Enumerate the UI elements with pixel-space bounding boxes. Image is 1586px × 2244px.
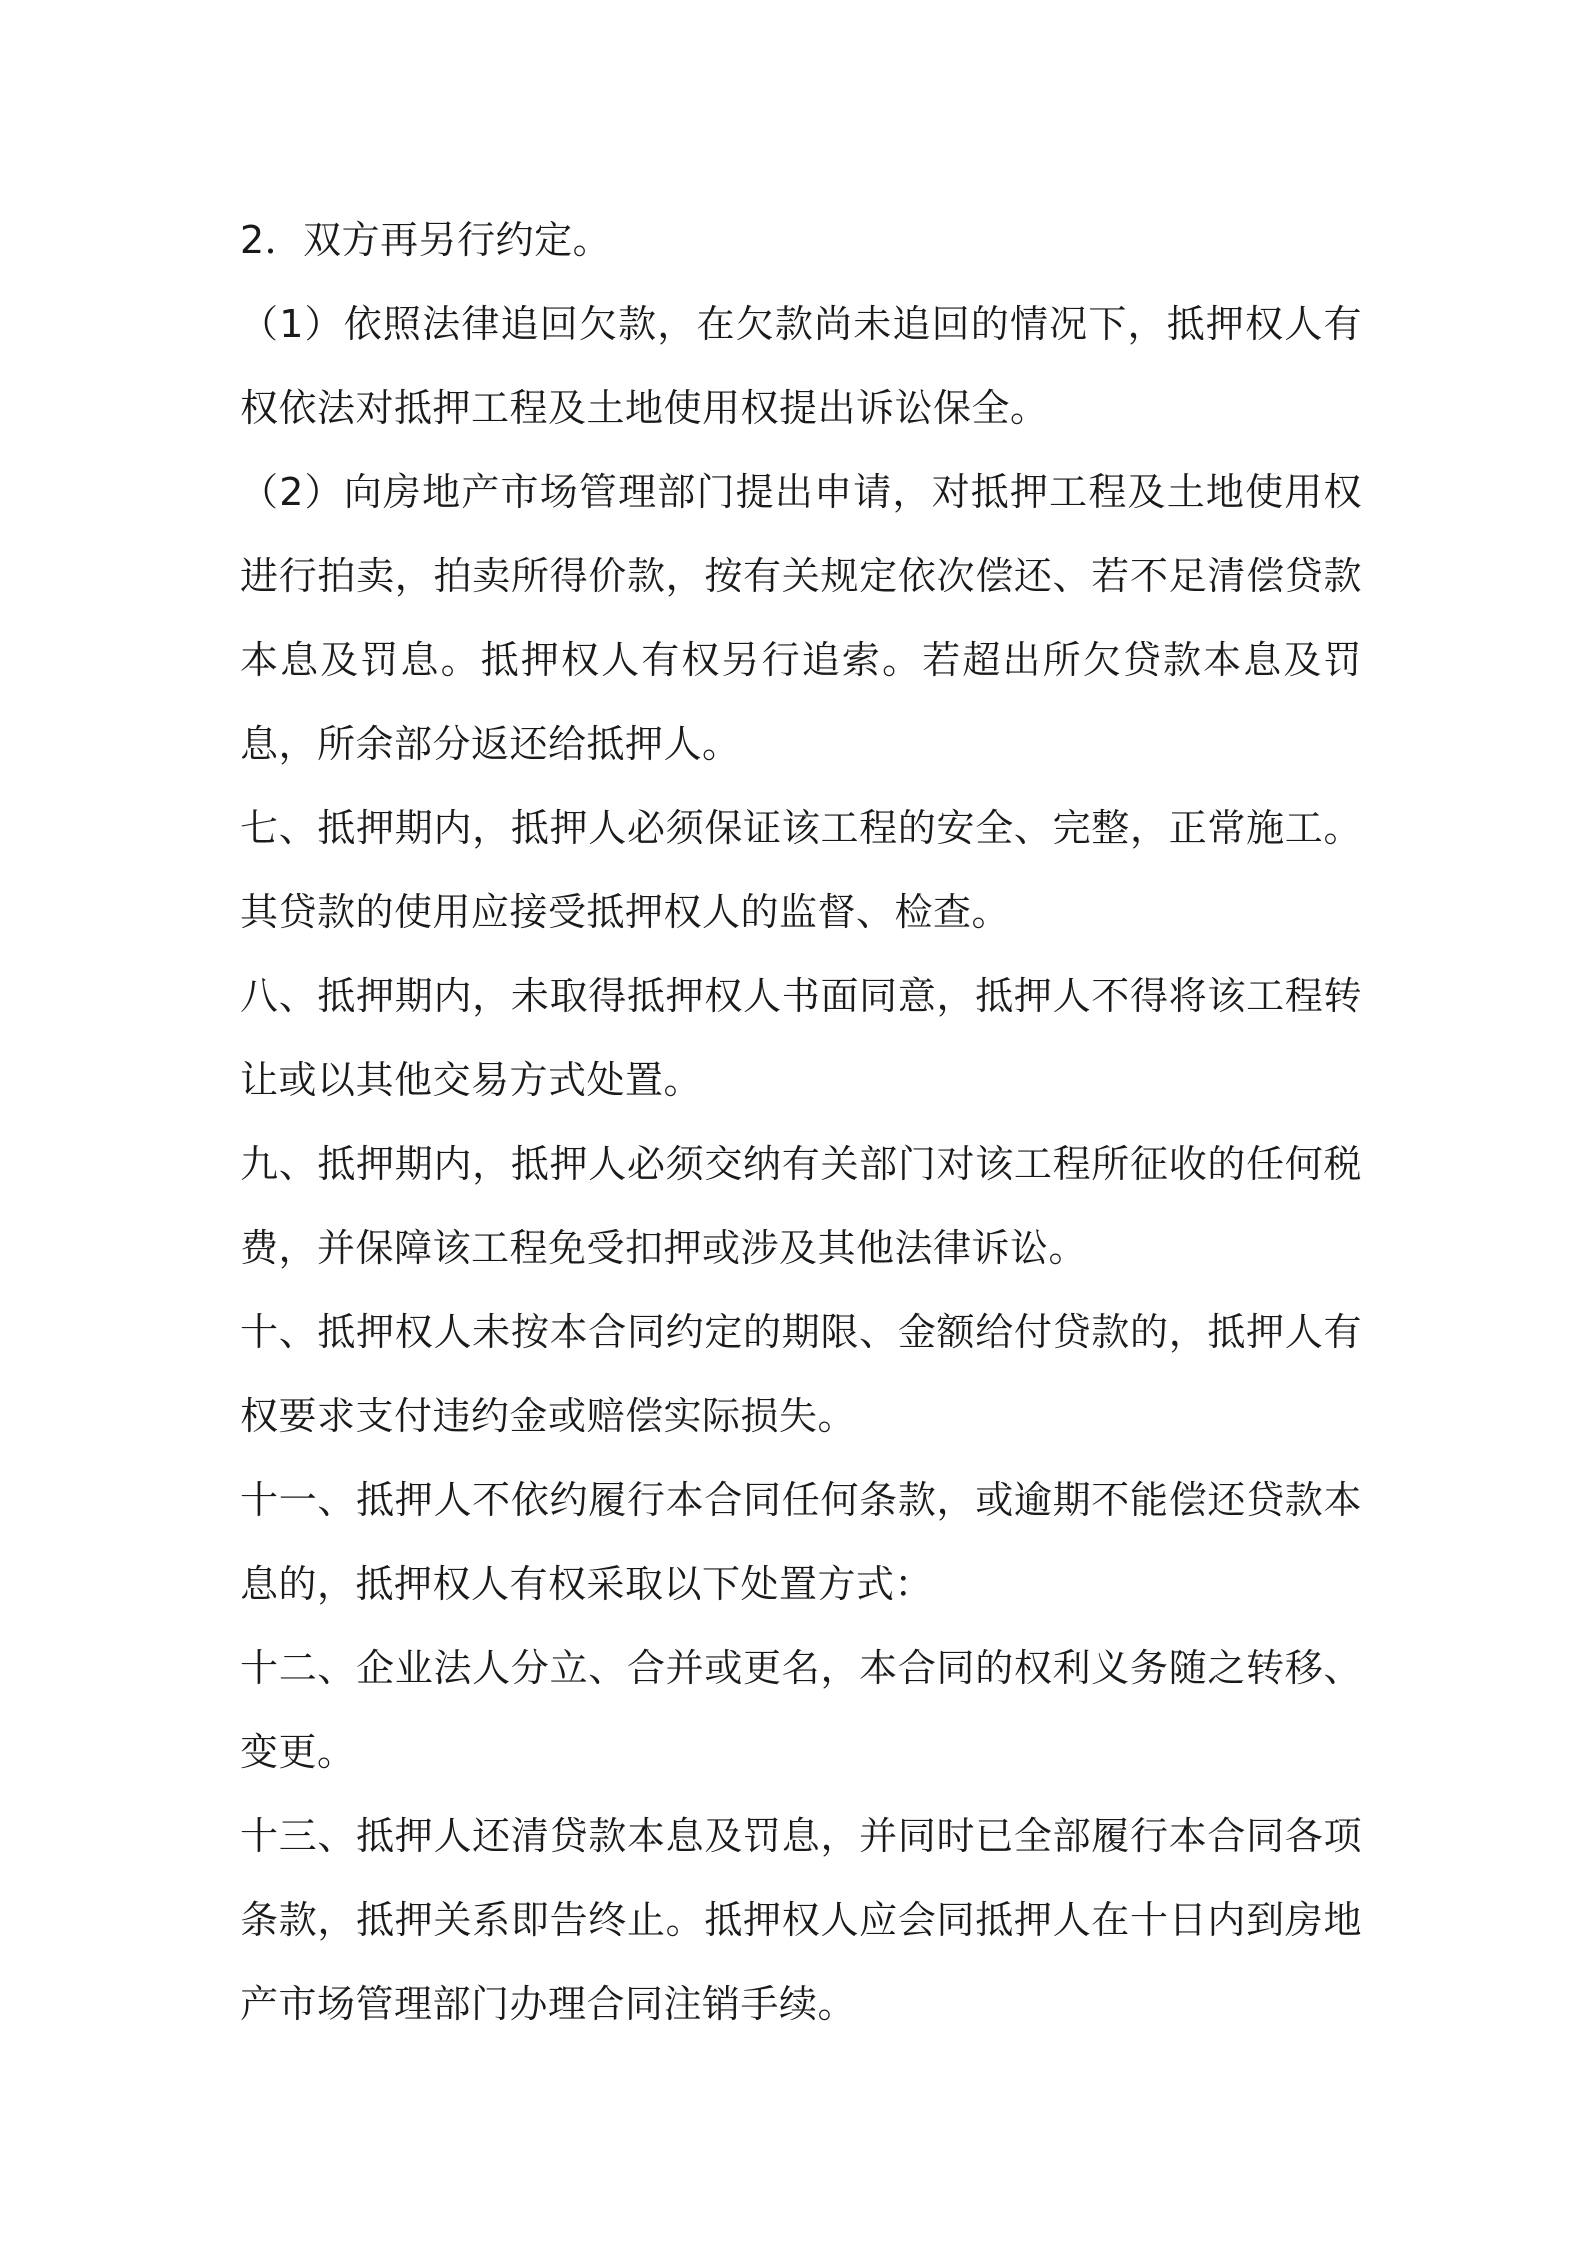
paragraph-clause-9: 九、抵押期内，抵押人必须交纳有关部门对该工程所征收的任何税费，并保障该工程免受扣押或涉及其他法律诉讼。 [240, 1142, 1362, 1270]
paragraph-clause-8: 八、抵押期内，未取得抵押权人书面同意，抵押人不得将该工程转让或以其他交易方式处置。 [240, 974, 1362, 1102]
document-body [240, 198, 1362, 2046]
paragraph-sub-1: （1）依照法律追回欠款，在欠款尚未追回的情况下，抵押权人有权依法对抵押工程及土地使用权提出诉讼保全。 [240, 302, 1362, 430]
paragraph-clause-7: 七、抵押期内，抵押人必须保证该工程的安全、完整，正常施工。其贷款的使用应接受抵押权人的监督、检查。 [240, 806, 1362, 934]
paragraph-clause-10: 十、抵押权人未按本合同约定的期限、金额给付贷款的，抵押人有权要求支付违约金或赔偿实际损失。 [240, 1310, 1362, 1438]
paragraph-item-2: 2．双方再另行约定。 [240, 218, 612, 262]
paragraph-clause-12: 十二、企业法人分立、合并或更名，本合同的权利义务随之转移、变更。 [240, 1646, 1362, 1774]
paragraph-clause-11: 十一、抵押人不依约履行本合同任何条款，或逾期不能偿还贷款本息的，抵押权人有权采取以下处置方式： [240, 1478, 1362, 1606]
paragraph-clause-13: 十三、抵押人还清贷款本息及罚息，并同时已全部履行本合同各项条款，抵押关系即告终止。抵押权人应会同抵押人在十日内到房地产市场管理部门办理合同注销手续。 [240, 1814, 1362, 2026]
paragraph-sub-2: （2）向房地产市场管理部门提出申请，对抵押工程及土地使用权进行拍卖，拍卖所得价款，按有关规定依次偿还、若不足清偿贷款本息及罚息。抵押权人有权另行追索。若超出所欠贷款本息及罚息，所余部分返还给抵押人。 [240, 470, 1362, 766]
